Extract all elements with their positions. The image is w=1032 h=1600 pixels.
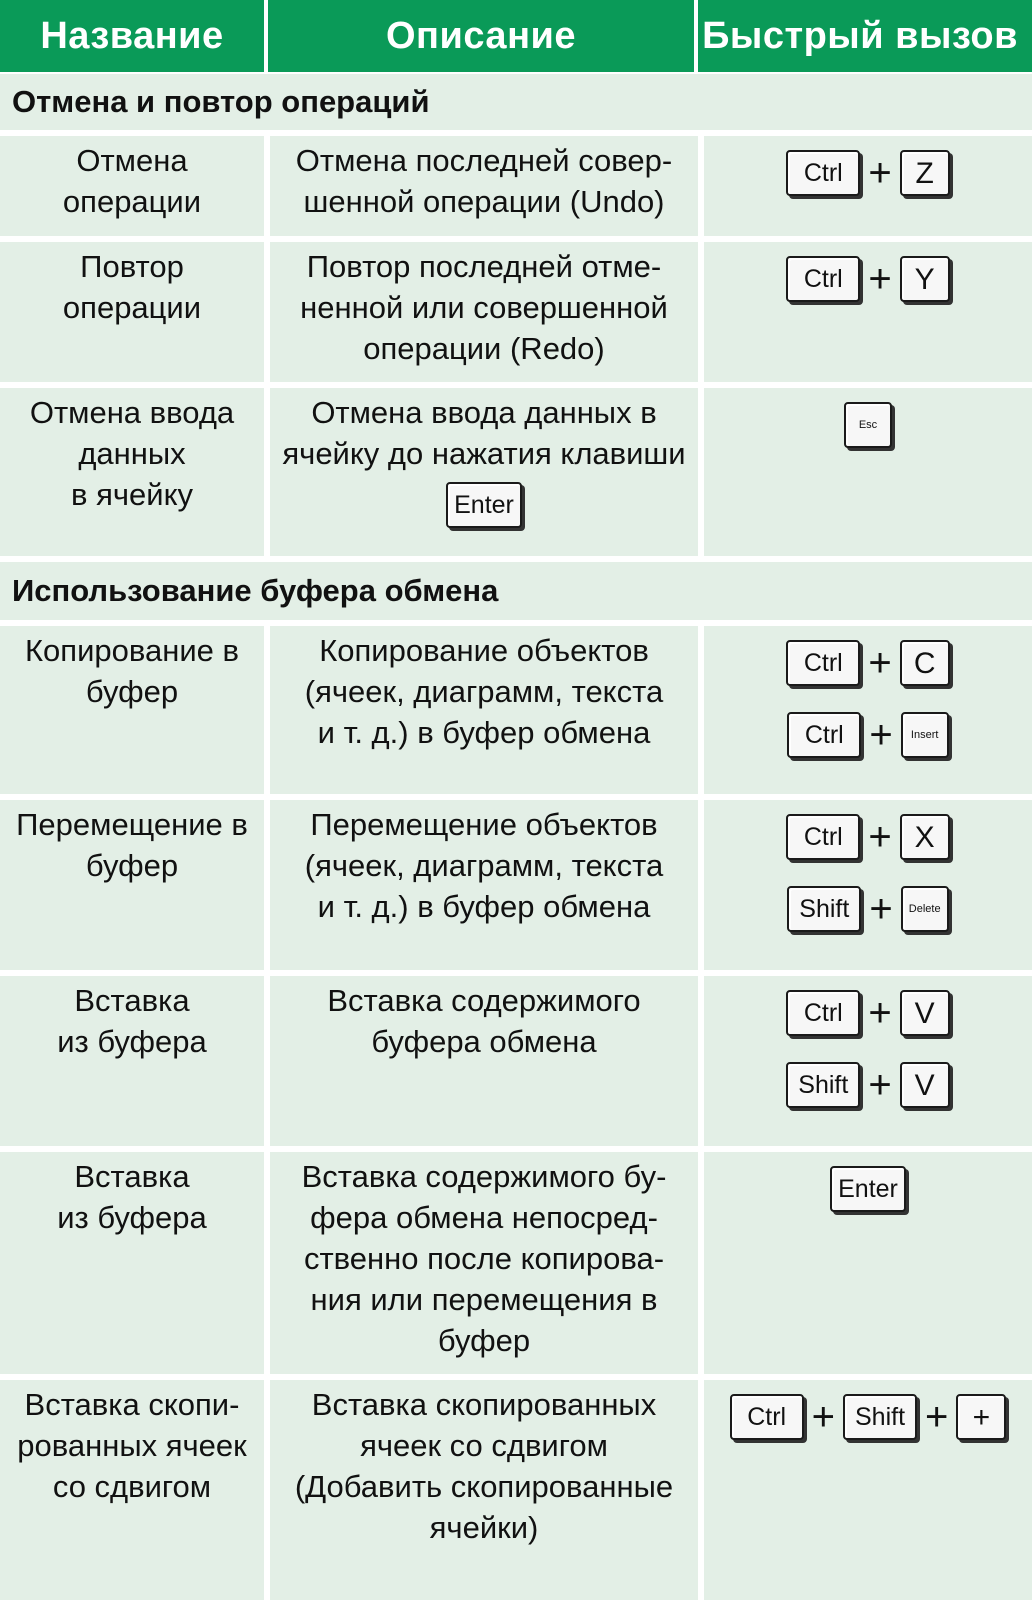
row-shortcut xyxy=(704,976,1032,1146)
row-shortcut xyxy=(704,1380,1032,1600)
plus-sign: + xyxy=(868,257,892,301)
plus-sign: + xyxy=(869,887,893,931)
row-shortcut xyxy=(704,242,1032,382)
key-y: Y xyxy=(900,256,950,302)
key-combo xyxy=(844,402,892,448)
plus-sign: + xyxy=(868,641,892,685)
header-shortcut: Быстрый вызов xyxy=(698,0,1032,72)
table-row xyxy=(0,976,1032,1146)
plus-sign: + xyxy=(811,1395,835,1439)
row-description: Отмена последней совер- шенной операции (Undo) xyxy=(270,136,704,236)
key-plus: + xyxy=(956,1394,1006,1440)
key-ctrl: Ctrl xyxy=(786,256,860,302)
table-row xyxy=(0,626,1032,794)
plus-sign: + xyxy=(925,1395,949,1439)
table-row xyxy=(0,242,1032,382)
row-name: Вставка скопи- рованных ячеек со сдвигом xyxy=(0,1380,270,1600)
key-combo xyxy=(787,712,948,758)
key-v: V xyxy=(900,990,950,1036)
key-combo xyxy=(786,256,949,302)
row-shortcut xyxy=(704,626,1032,794)
table-row xyxy=(0,1380,1032,1600)
header-name: Название xyxy=(0,0,268,72)
row-name: Вставка из буфера xyxy=(0,976,270,1146)
key-ctrl: Ctrl xyxy=(786,990,860,1036)
key-shift: Shift xyxy=(787,886,861,932)
row-description: Копирование объектов (ячеек, диаграмм, текста и т. д.) в буфер обмена xyxy=(270,626,704,794)
plus-sign: + xyxy=(868,991,892,1035)
key-z: Z xyxy=(900,150,950,196)
row-shortcut xyxy=(704,388,1032,556)
row-description: Вставка содержимого бу- фера обмена непосред- ственно после копирова- ния или перемещения в буфер xyxy=(270,1152,704,1374)
plus-sign: + xyxy=(868,815,892,859)
key-shift: Shift xyxy=(786,1062,860,1108)
key-delete: Delete xyxy=(901,886,949,932)
key-combo xyxy=(786,1062,949,1108)
table-row xyxy=(0,1152,1032,1374)
plus-sign: + xyxy=(868,1063,892,1107)
row-name: Копирование в буфер xyxy=(0,626,270,794)
table-row xyxy=(0,136,1032,236)
row-name: Повтор операции xyxy=(0,242,270,382)
table-row xyxy=(0,800,1032,970)
row-description: Повтор последней отме- ненной или совершенной операции (Redo) xyxy=(270,242,704,382)
row-shortcut xyxy=(704,1152,1032,1374)
row-description: Вставка скопированных ячеек со сдвигом (Добавить скопированные ячейки) xyxy=(270,1380,704,1600)
row-description: Перемещение объектов (ячеек, диаграмм, текста и т. д.) в буфер обмена xyxy=(270,800,704,970)
key-combo xyxy=(786,640,949,686)
plus-sign: + xyxy=(868,151,892,195)
table-row xyxy=(0,388,1032,556)
key-combo xyxy=(786,814,949,860)
row-description: Отмена ввода данных в ячейку до нажатия клавиши Enter xyxy=(270,388,704,556)
key-ctrl: Ctrl xyxy=(786,640,860,686)
row-name: Перемещение в буфер xyxy=(0,800,270,970)
header-description: Описание xyxy=(268,0,698,72)
key-insert: Insert xyxy=(901,712,949,758)
key-c: C xyxy=(900,640,950,686)
key-x: X xyxy=(900,814,950,860)
key-ctrl: Ctrl xyxy=(730,1394,804,1440)
row-shortcut xyxy=(704,136,1032,236)
row-name: Отмена ввода данных в ячейку xyxy=(0,388,270,556)
key-enter: Enter xyxy=(830,1166,906,1212)
key-esc: Esc xyxy=(844,402,892,448)
row-name: Вставка из буфера xyxy=(0,1152,270,1374)
key-enter: Enter xyxy=(446,482,522,528)
plus-sign: + xyxy=(869,713,893,757)
key-combo xyxy=(787,886,948,932)
row-description: Вставка содержимого буфера обмена xyxy=(270,976,704,1146)
key-ctrl: Ctrl xyxy=(786,814,860,860)
key-ctrl: Ctrl xyxy=(786,150,860,196)
row-shortcut xyxy=(704,800,1032,970)
section-title: Отмена и повтор операций xyxy=(0,74,1032,130)
key-shift: Shift xyxy=(843,1394,917,1440)
key-ctrl: Ctrl xyxy=(787,712,861,758)
key-combo xyxy=(786,150,949,196)
key-v: V xyxy=(900,1062,950,1108)
row-name: Отмена операции xyxy=(0,136,270,236)
section-title: Использование буфера обмена xyxy=(0,562,1032,620)
key-combo xyxy=(730,1394,1007,1440)
table-header xyxy=(0,0,1032,72)
key-combo xyxy=(830,1166,906,1212)
key-combo xyxy=(786,990,949,1036)
